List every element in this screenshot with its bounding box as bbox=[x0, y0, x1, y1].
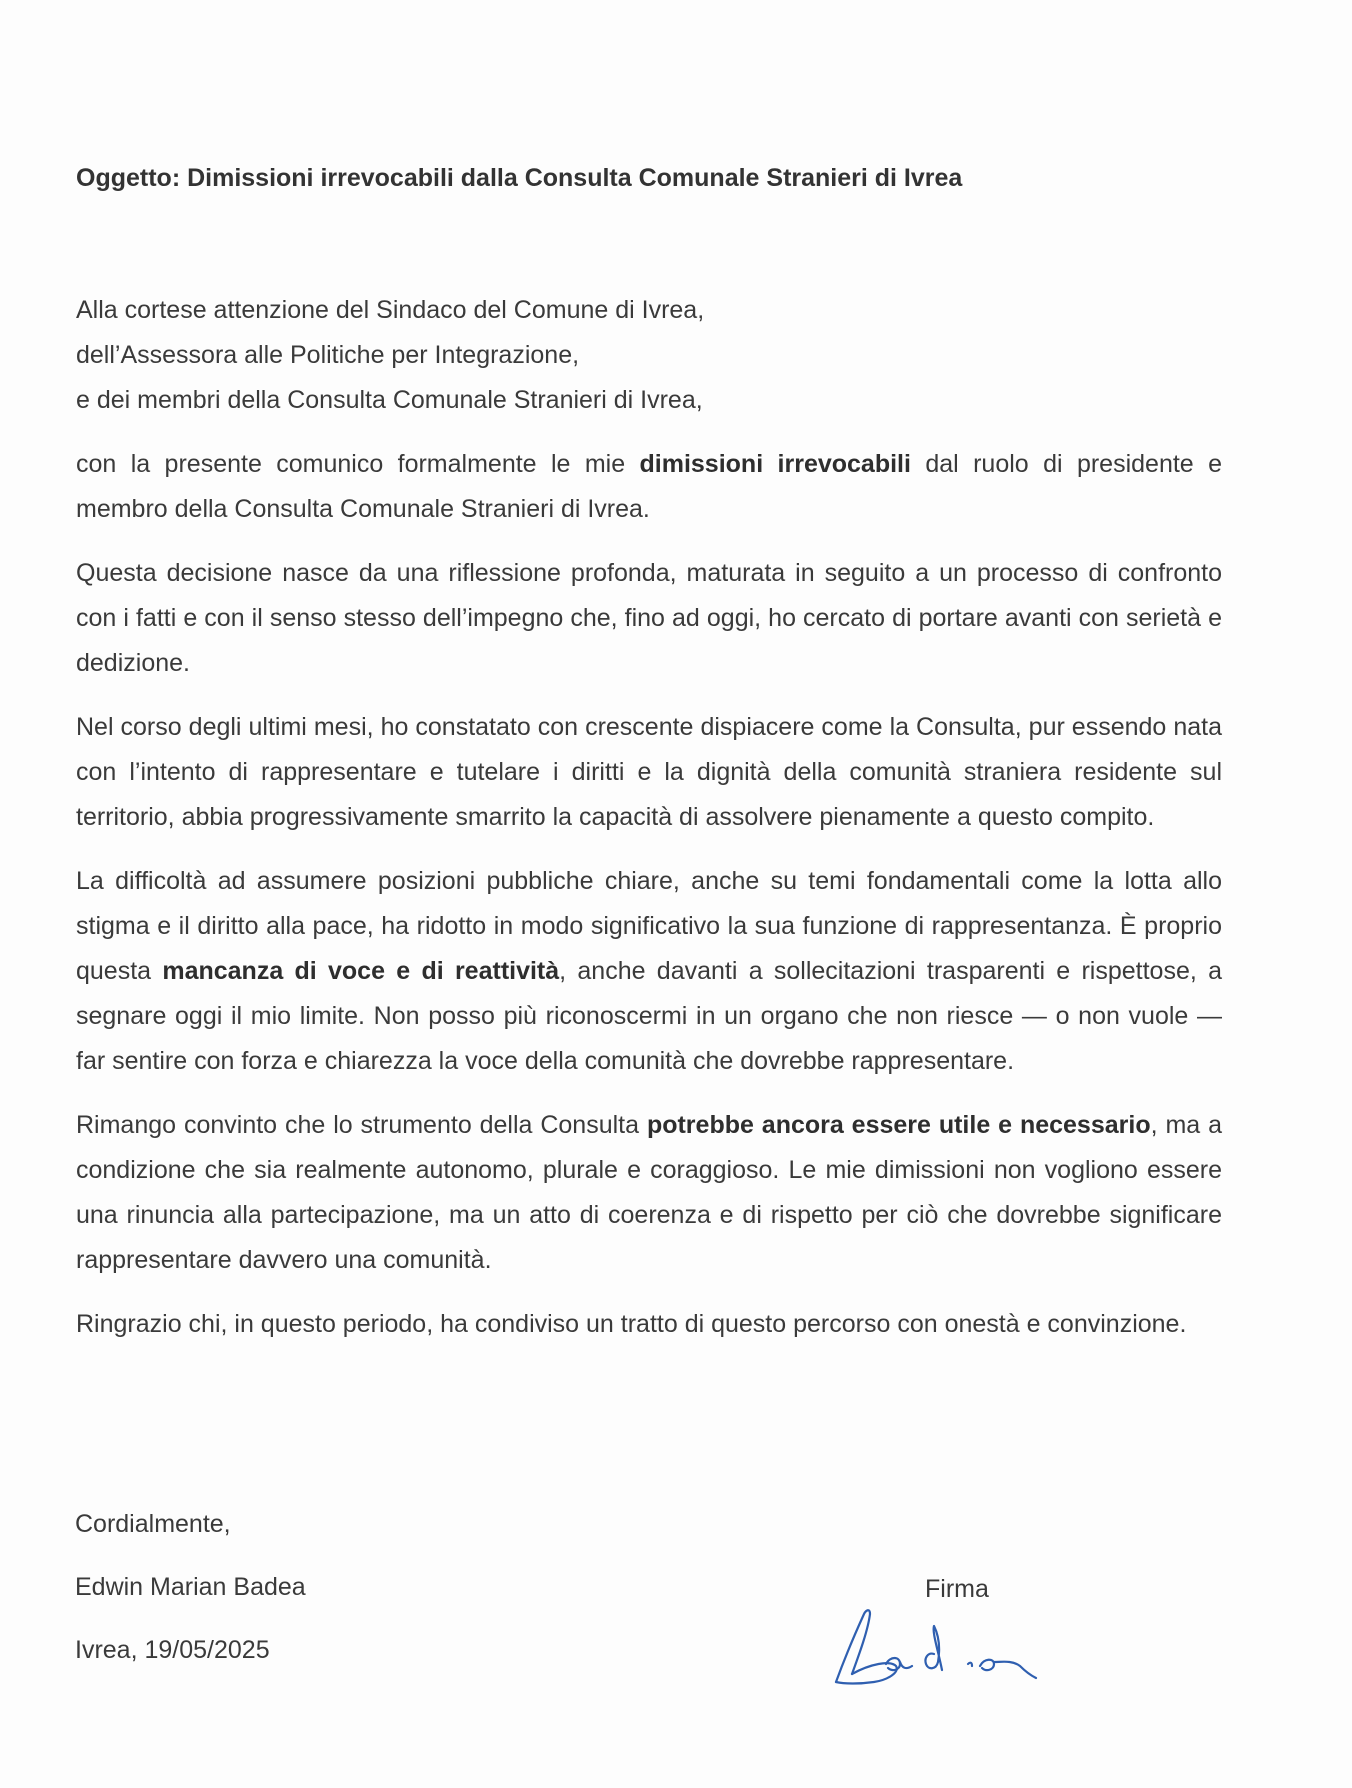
paragraph-difficulty bbox=[76, 859, 1222, 1084]
addressee-line: dell’Assessora alle Politiche per Integrazione, bbox=[76, 341, 580, 369]
addressee-block bbox=[76, 288, 1226, 423]
paragraph-text: , ma a condizione che sia realmente autonomo, plurale e coraggioso. Le mie dimissioni non vogliono essere una rinuncia alla partecipazione, ma un atto di coerenza e di rispetto per ciò che dovrebbe significare rappresentare davvero una comunità. bbox=[76, 1111, 1222, 1274]
paragraph-text: , anche davanti a sollecitazioni trasparenti e rispettose, a segnare oggi il mio limite. Non posso più riconoscermi in un organo che non riesce — o non vuole — far sentire con forza e chiarezza la voce della comunità che dovrebbe rappresentare. bbox=[76, 957, 1222, 1075]
handwritten-signature-icon bbox=[830, 1600, 1050, 1690]
letter-subject: Oggetto: Dimissioni irrevocabili dalla Consulta Comunale Stranieri di Ivrea bbox=[76, 164, 963, 192]
paragraph-text: dal ruolo di presidente e membro della Consulta Comunale Stranieri di Ivrea. bbox=[76, 450, 1222, 523]
author-name: Edwin Marian Badea bbox=[75, 1573, 306, 1601]
paragraph-emphasis: potrebbe ancora essere utile e necessario bbox=[646, 1111, 1151, 1139]
paragraph-thanks: Ringrazio chi, in questo periodo, ha condiviso un tratto di questo percorso con onestà e convinzione. bbox=[76, 1310, 1187, 1338]
paragraph-resignation bbox=[76, 442, 1222, 532]
paragraph-reflection: Questa decisione nasce da una riflessione profonda, maturata in seguito a un processo di confronto con i fatti e con il senso stesso dell’impegno che, fino ad oggi, ho cercato di portare avanti con serietà e dedizione. bbox=[76, 559, 1222, 677]
paragraph-text: con la presente comunico formalmente le mie bbox=[76, 450, 640, 478]
place-date: Ivrea, 19/05/2025 bbox=[75, 1636, 270, 1664]
paragraph-conviction bbox=[76, 1103, 1222, 1283]
paragraph-emphasis: dimissioni irrevocabili bbox=[639, 450, 911, 478]
paragraph-text: Rimango convinto che lo strumento della Consulta bbox=[76, 1111, 647, 1139]
signature-label: Firma bbox=[925, 1575, 989, 1603]
addressee-line: e dei membri della Consulta Comunale Stranieri di Ivrea, bbox=[76, 386, 703, 414]
paragraph-emphasis: mancanza di voce e di reattività bbox=[162, 957, 560, 985]
paragraph-text: La difficoltà ad assumere posizioni pubbliche chiare, anche su temi fondamentali come la lotta allo stigma e il diritto alla pace, ha ridotto in modo significativo la sua funzione di rappresentanza. È proprio questa bbox=[76, 867, 1222, 985]
closing-salutation: Cordialmente, bbox=[75, 1510, 231, 1538]
paragraph-observation: Nel corso degli ultimi mesi, ho constatato con crescente dispiacere come la Consulta, pur essendo nata con l’intento di rappresentare e tutelare i diritti e la dignità della comunità straniera residente sul territorio, abbia progressivamente smarrito la capacità di assolvere pienamente a questo compito. bbox=[76, 713, 1222, 831]
addressee-line: Alla cortese attenzione del Sindaco del Comune di Ivrea, bbox=[76, 296, 705, 324]
letter-body bbox=[76, 442, 1222, 1366]
